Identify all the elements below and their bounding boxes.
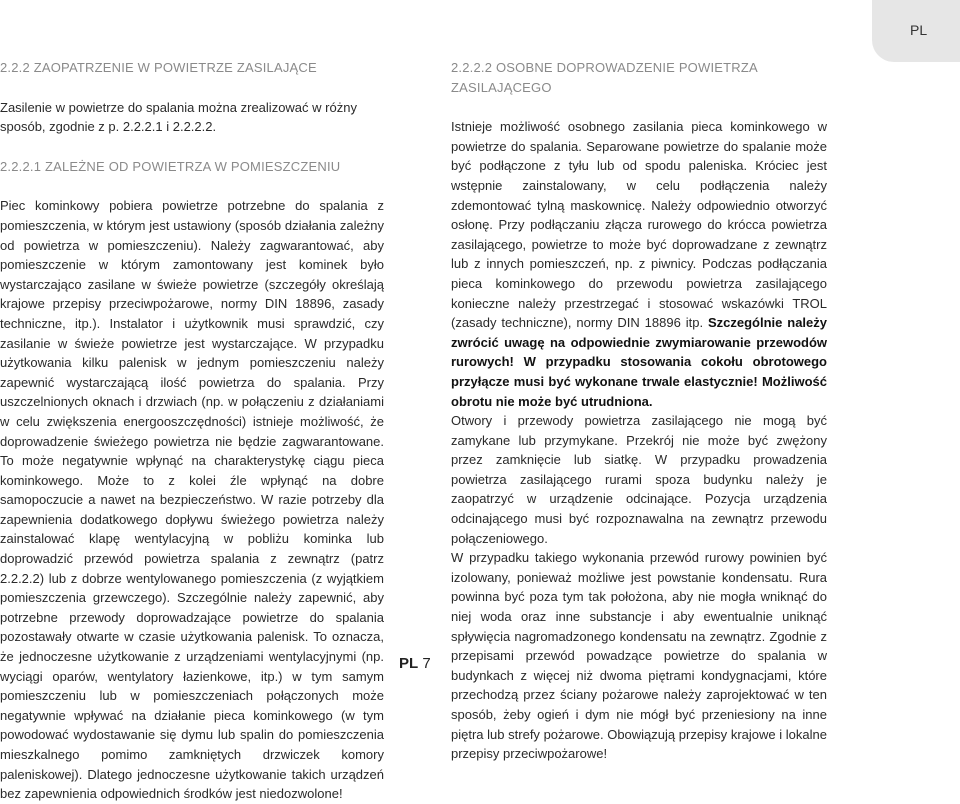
- section-intro: Zasilenie w powietrze do spalania można zrealizować w różny sposób, zgodnie z p. 2.2.2.1 i 2.2.2.2.: [0, 99, 357, 135]
- language-tab-label: PL: [910, 22, 928, 38]
- p1-text: Istnieje możliwość osobnego zasilania pieca kominkowego w powietrze do spalania. Separowane powietrze do spalanie może być podłączone z tyłu lub od spodu paleniska. Króciec jest wstępnie zainstalowany, w celu podłączenia należy zdemontować tylną maskownicę. Należy odpowiednio otworzyć osłonę. Przy podłączaniu złącza rurowego do krócca powietrza zasilającego, powietrze to może być doprowadzane z zewnątrz lub z innych pomieszczeń, np. z piwnicy. Podczas podłączania pieca kominkowego do przewodu powietrza zasilającego konieczne należy przestrzegać i stosować wskazówki TROL (zasady techniczne), normy DIN 18896 itp.: [451, 119, 827, 331]
- section-heading-2-2-2-1: 2.2.2.1 ZALEŻNE OD POWIETRZA W POMIESZCZENIU: [0, 158, 341, 174]
- language-tab: [872, 0, 960, 62]
- left-column: [0, 58, 384, 804]
- section-body-2-2-2-1: Piec kominkowy pobiera powietrze potrzebne do spalania z pomieszczenia, w którym jest ustawiony (sposób działania zależny od powietrza w pomieszczeniu). Należy zagwarantować, aby pomieszczenie w którym zamontowany jest kominek było wystarczająco zasilane w świeże powietrze (szczegóły określają krajowe przepisy przeciwpożarowe, normy DIN 18896, zasady techniczne, itp.). Instalator i użytkownik musi sprawdzić, czy zasilanie w świeże powietrze jest wystarczające. W przypadku użytkowania kilku palenisk w jednym pomieszczeniu należy zapewnić wystarczającą ilość powietrza do spalania. Przy uszczelnionych oknach i drzwiach (np. w połączeniu z działaniami w celu zwiększenia energooszczędności) istnieje możliwość, że doprowadzenie świeżego powietrza nie będzie zagwarantowane. To może negatywnie wpłynąć na charakterystykę ciągu pieca kominkowego. Może to z kolei źle wpłynąć na dobre samopoczucie a nawet na bezpieczeństwo. W razie potrzeby dla zapewnienia dodatkowego dopływu świeżego powietrza należy zainstalować klapę wentylacyjną w pobliżu kominka lub doprowadzić przewód powietrza spalania z zewnątrz (patrz 2.2.2.2) lub z dobrze wentylowanego pomieszczenia (z wyjątkiem pomieszczenia grzewczego). Szczególnie należy zapewnić, aby potrzebne przewody doprowadzające powietrze do spalania pozostawały otwarte w czasie użytkowania palenisk. To oznacza, że jednoczesne użytkowanie z urządzeniami wentylacyjnymi (np. wyciągi oparów, wentylatory łazienkowe, itp.) w tym samym pomieszczeniu lub w pomieszczeniach połączonych może negatywnie wpływać na działanie pieca kominkowego (w tym powodować wydostawanie się dymu lub spalin do pomieszczenia mieszkalnego pomimo zamkniętych drzwiczek komory paleniskowej). Dlatego jednoczesne użytkowanie takich urządzeń bez zapewnienia odpowiednich środków jest niedozwolone!: [0, 198, 384, 802]
- section-body-p2: Otwory i przewody powietrza zasilającego nie mogą być zamykane lub przymykane. Przekrój nie może być zwężony przez zamknięcie lub siatkę. W przypadku prowadzenia powietrza zasilającego rurami spoza budynku należy je zaopatrzyć w urządzenie odcinające. Pozycja urządzenia odcinającego musi być rozpoznawalna na zewnątrz przewodu połączeniowego.: [451, 413, 827, 546]
- section-body-p1: [451, 117, 827, 411]
- footer-lang: PL: [399, 655, 419, 672]
- p1-bold-warning: Szczególnie należy zwrócić uwagę na odpowiednie zwymiarowanie przewodów rurowych! W przypadku stosowania cokołu obrotowego przyłącze musi być wykonane trwale elastycznie! Możliwość obrotu nie może być utrudniona.: [451, 315, 827, 409]
- section-heading-2-2-2-2: 2.2.2.2 OSOBNE DOPROWADZENIE POWIETRZA ZASILAJĄCEGO: [451, 60, 758, 95]
- page-number: 7: [422, 655, 431, 672]
- section-body-p3: W przypadku takiego wykonania przewód rurowy powinien być izolowany, ponieważ możliwe jest powstanie kondensatu. Rura powinna być poza tym tak położona, aby nie mogła wniknąć do niej woda oraz inne substancje i aby ewentualnie uniknąć spływięcia nagromadzonego kondensatu na zewnątrz. Zgodnie z przepisami przewód powadzące powietrze do spalania w budynkach z więcej niż dwoma piętrami kondygnacjami, które przechodzą przez ściany pożarowe należy zaprojektować w ten sposób, żeby ogień i dym nie mógł być przeniesiony na inne piętra lub strefy pożarowe. Obowiązują przepisy krajowe i lokalne przepisy przeciwpożarowe!: [451, 550, 827, 762]
- page-footer: [399, 655, 431, 672]
- section-heading-2-2-2: 2.2.2 ZAOPATRZENIE W POWIETRZE ZASILAJĄCE: [0, 60, 317, 75]
- right-column: [451, 58, 827, 764]
